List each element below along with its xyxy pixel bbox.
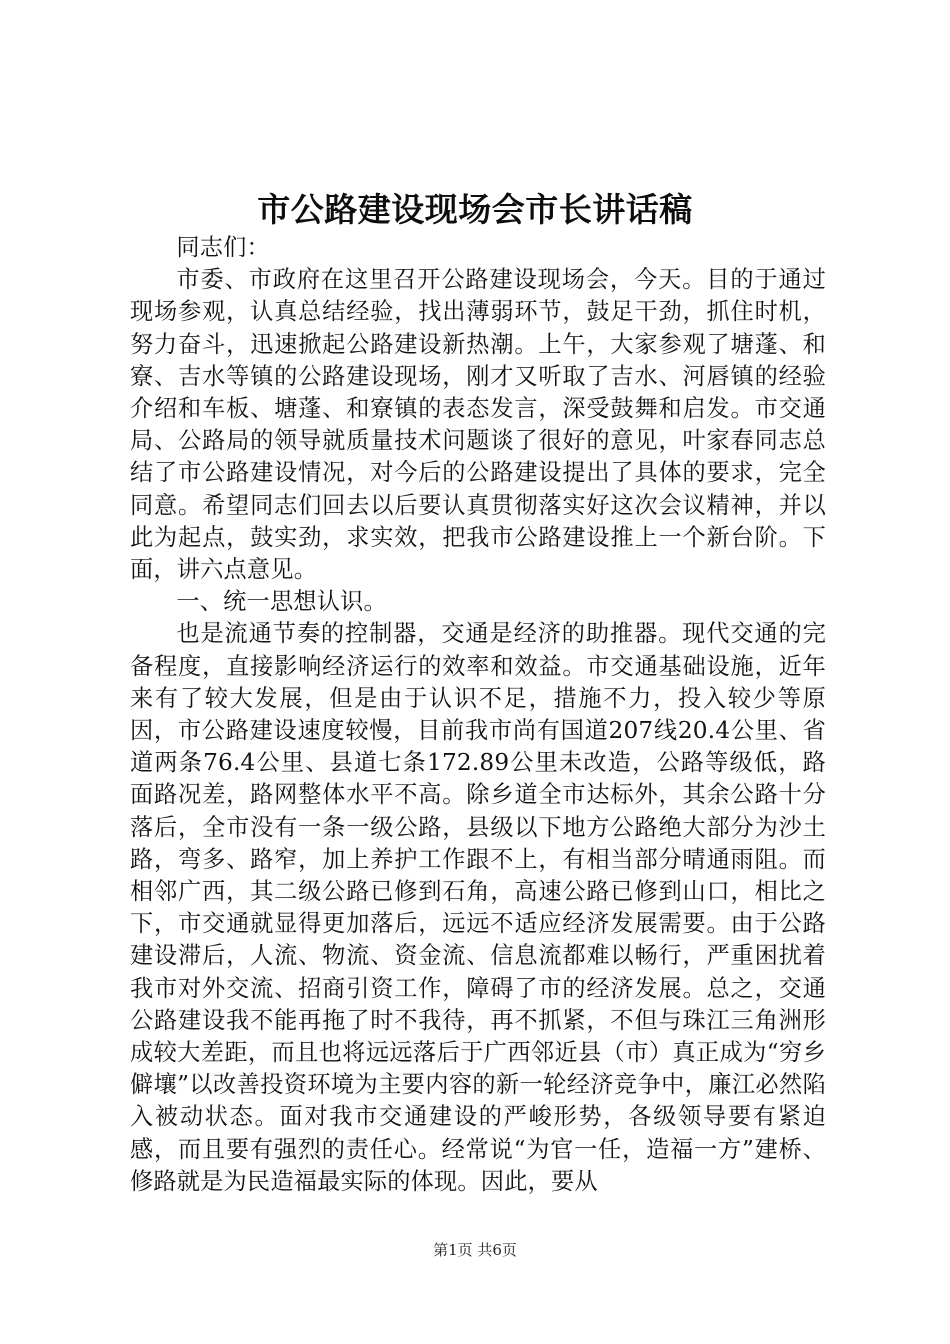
document-title: 市公路建设现场会市长讲话稿 xyxy=(257,190,693,229)
salutation-paragraph: 同志们： xyxy=(176,234,270,261)
page-footer: 第1页 共6页 xyxy=(433,1241,517,1259)
intro-paragraph: 市委、市政府在这里召开公路建设现场会，今天。目的于通过现场参观，认真总结经验，找出薄弱环节，鼓足干劲，抓住时机，努力奋斗，迅速掀起公路建设新热潮。上午，大家参观了塘蓬、和寮、吉水等镇的公路建设现场，刚才又听取了吉水、河唇镇的经验介绍和车板、塘蓬、和寮镇的表态发言，深受鼓舞和启发。市交通局、公路局的领导就质量技术问题谈了很好的意见，叶家春同志总结了市公路建设情况，对今后的公路建设提出了具体的要求，完全同意。希望同志们回去以后要认真贯彻落实好这次会议精神，并以此为起点，鼓实劲，求实效，把我市公路建设推上一个新台阶。下面，讲六点意见。 xyxy=(130,266,826,584)
section-heading-1: 一、统一思想认识。 xyxy=(176,588,387,616)
section-1-paragraph: 也是流通节奏的控制器，交通是经济的助推器。现代交通的完备程度，直接影响经济运行的效率和效益。市交通基础设施，近年来有了较大发展，但是由于认识不足，措施不力，投入较少等原因，市公路建设速度较慢，目前我市尚有国道207线20.4公里、省道两条76.4公里、县道七条172.89公里未改造，公路等级低，路面路况差，路网整体水平不高。除乡道全市达标外，其余公路十分落后，全市没有一条一级公路，县级以下地方公路绝大部分为沙土路，弯多、路窄，加上养护工作跟不上，有相当部分晴通雨阻。而相邻广西，其二级公路已修到石角，高速公路已修到山口，相比之下，市交通就显得更加落后，远远不适应经济发展需要。由于公路建设滞后，人流、物流、资金流、信息流都难以畅行，严重困扰着我市对外交流、招商引资工作，障碍了市的经济发展。总之，交通公路建设我不能再拖了时不我待，再不抓紧，不但与珠江三角洲形成较大差距，而且也将远远落后于广西邻近县（市）真正成为“穷乡僻壤”以改善投资环境为主要内容的新一轮经济竞争中，廉江必然陷入被动状态。面对我市交通建设的严峻形势，各级领导要有紧迫感，而且要有强烈的责任心。经常说“为官一任，造福一方”建桥、修路就是为民造福最实际的体现。因此，要从 xyxy=(130,620,826,1195)
document-body xyxy=(130,232,826,1198)
